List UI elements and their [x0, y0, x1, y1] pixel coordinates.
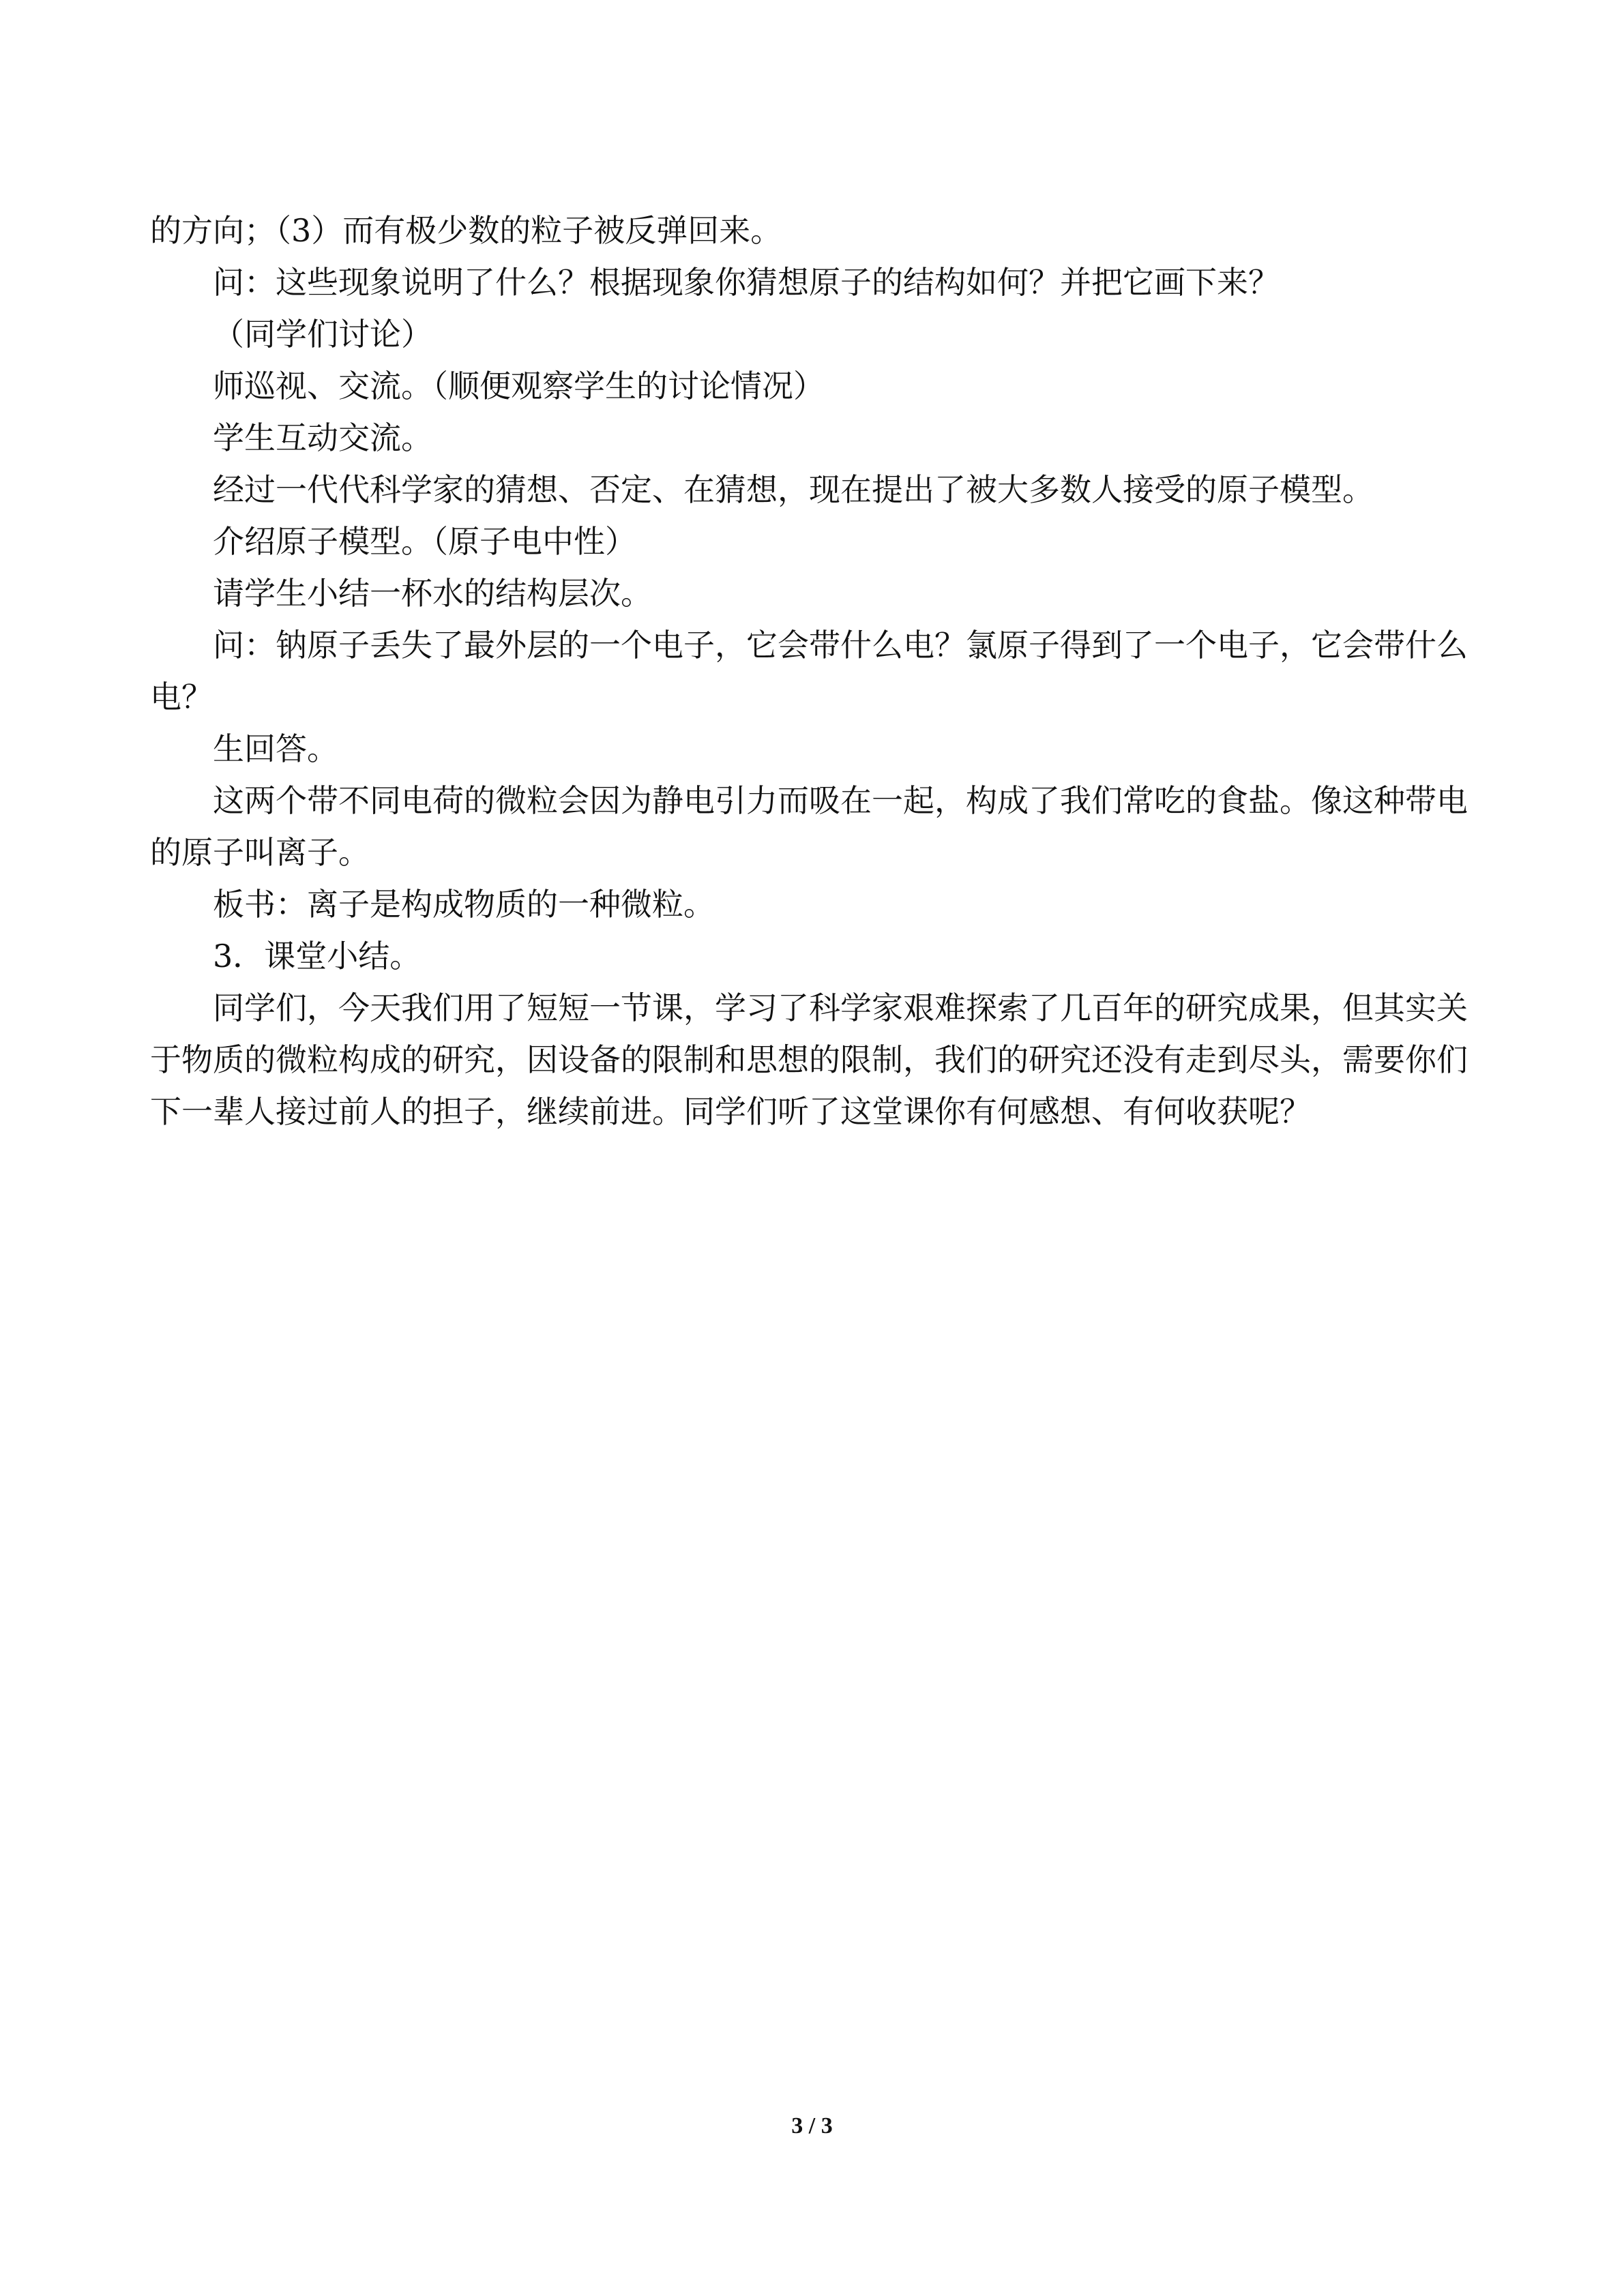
- paragraph-student-answer: 生回答。: [213, 730, 338, 767]
- paragraph-question-phenomena: 问：这些现象说明了什么？根据现象你猜想原子的结构如何？并把它画下来？: [213, 264, 1280, 301]
- paragraph-student-exchange: 学生互动交流。: [213, 419, 432, 456]
- paragraph-student-discussion: （同学们讨论）: [213, 316, 432, 353]
- paragraph-class-summary: 同学们，今天我们用了短短一节课，学习了科学家艰难探索了几百年的研究成果，但其实关于物质的微粒构成的研究，因设备的限制和思想的限制，我们的研究还没有走到尽头，需要你们下一辈人接过前人的担子，继续前进。同学们听了这堂课你有何感想、有何收获呢？: [150, 989, 1468, 1130]
- paragraph-ion-explanation: 这两个带不同电荷的微粒会因为静电引力而吸在一起，构成了我们常吃的食盐。像这种带电的原子叫离子。: [150, 782, 1468, 871]
- paragraph-water-structure: 请学生小结一杯水的结构层次。: [213, 575, 652, 612]
- paragraph-blackboard-note: 板书：离子是构成物质的一种微粒。: [213, 886, 715, 923]
- paragraph-atomic-model-history: 经过一代代科学家的猜想、否定、在猜想，现在提出了被大多数人接受的原子模型。: [213, 471, 1374, 508]
- section-heading-summary: 3．课堂小结。: [213, 938, 422, 974]
- document-body: [150, 205, 1473, 1137]
- paragraph-atomic-model-intro: 介绍原子模型。（原子电中性）: [213, 523, 636, 560]
- paragraph-teacher-patrol: 师巡视、交流。（顺便观察学生的讨论情况）: [213, 368, 825, 404]
- page-number: 3 / 3: [791, 2113, 833, 2138]
- paragraph-continuation: 的方向；（3）而有极少数的粒子被反弹回来。: [150, 212, 782, 249]
- paragraph-question-ions: 问：钠原子丢失了最外层的一个电子，它会带什么电？氯原子得到了一个电子，它会带什么电？: [150, 627, 1468, 715]
